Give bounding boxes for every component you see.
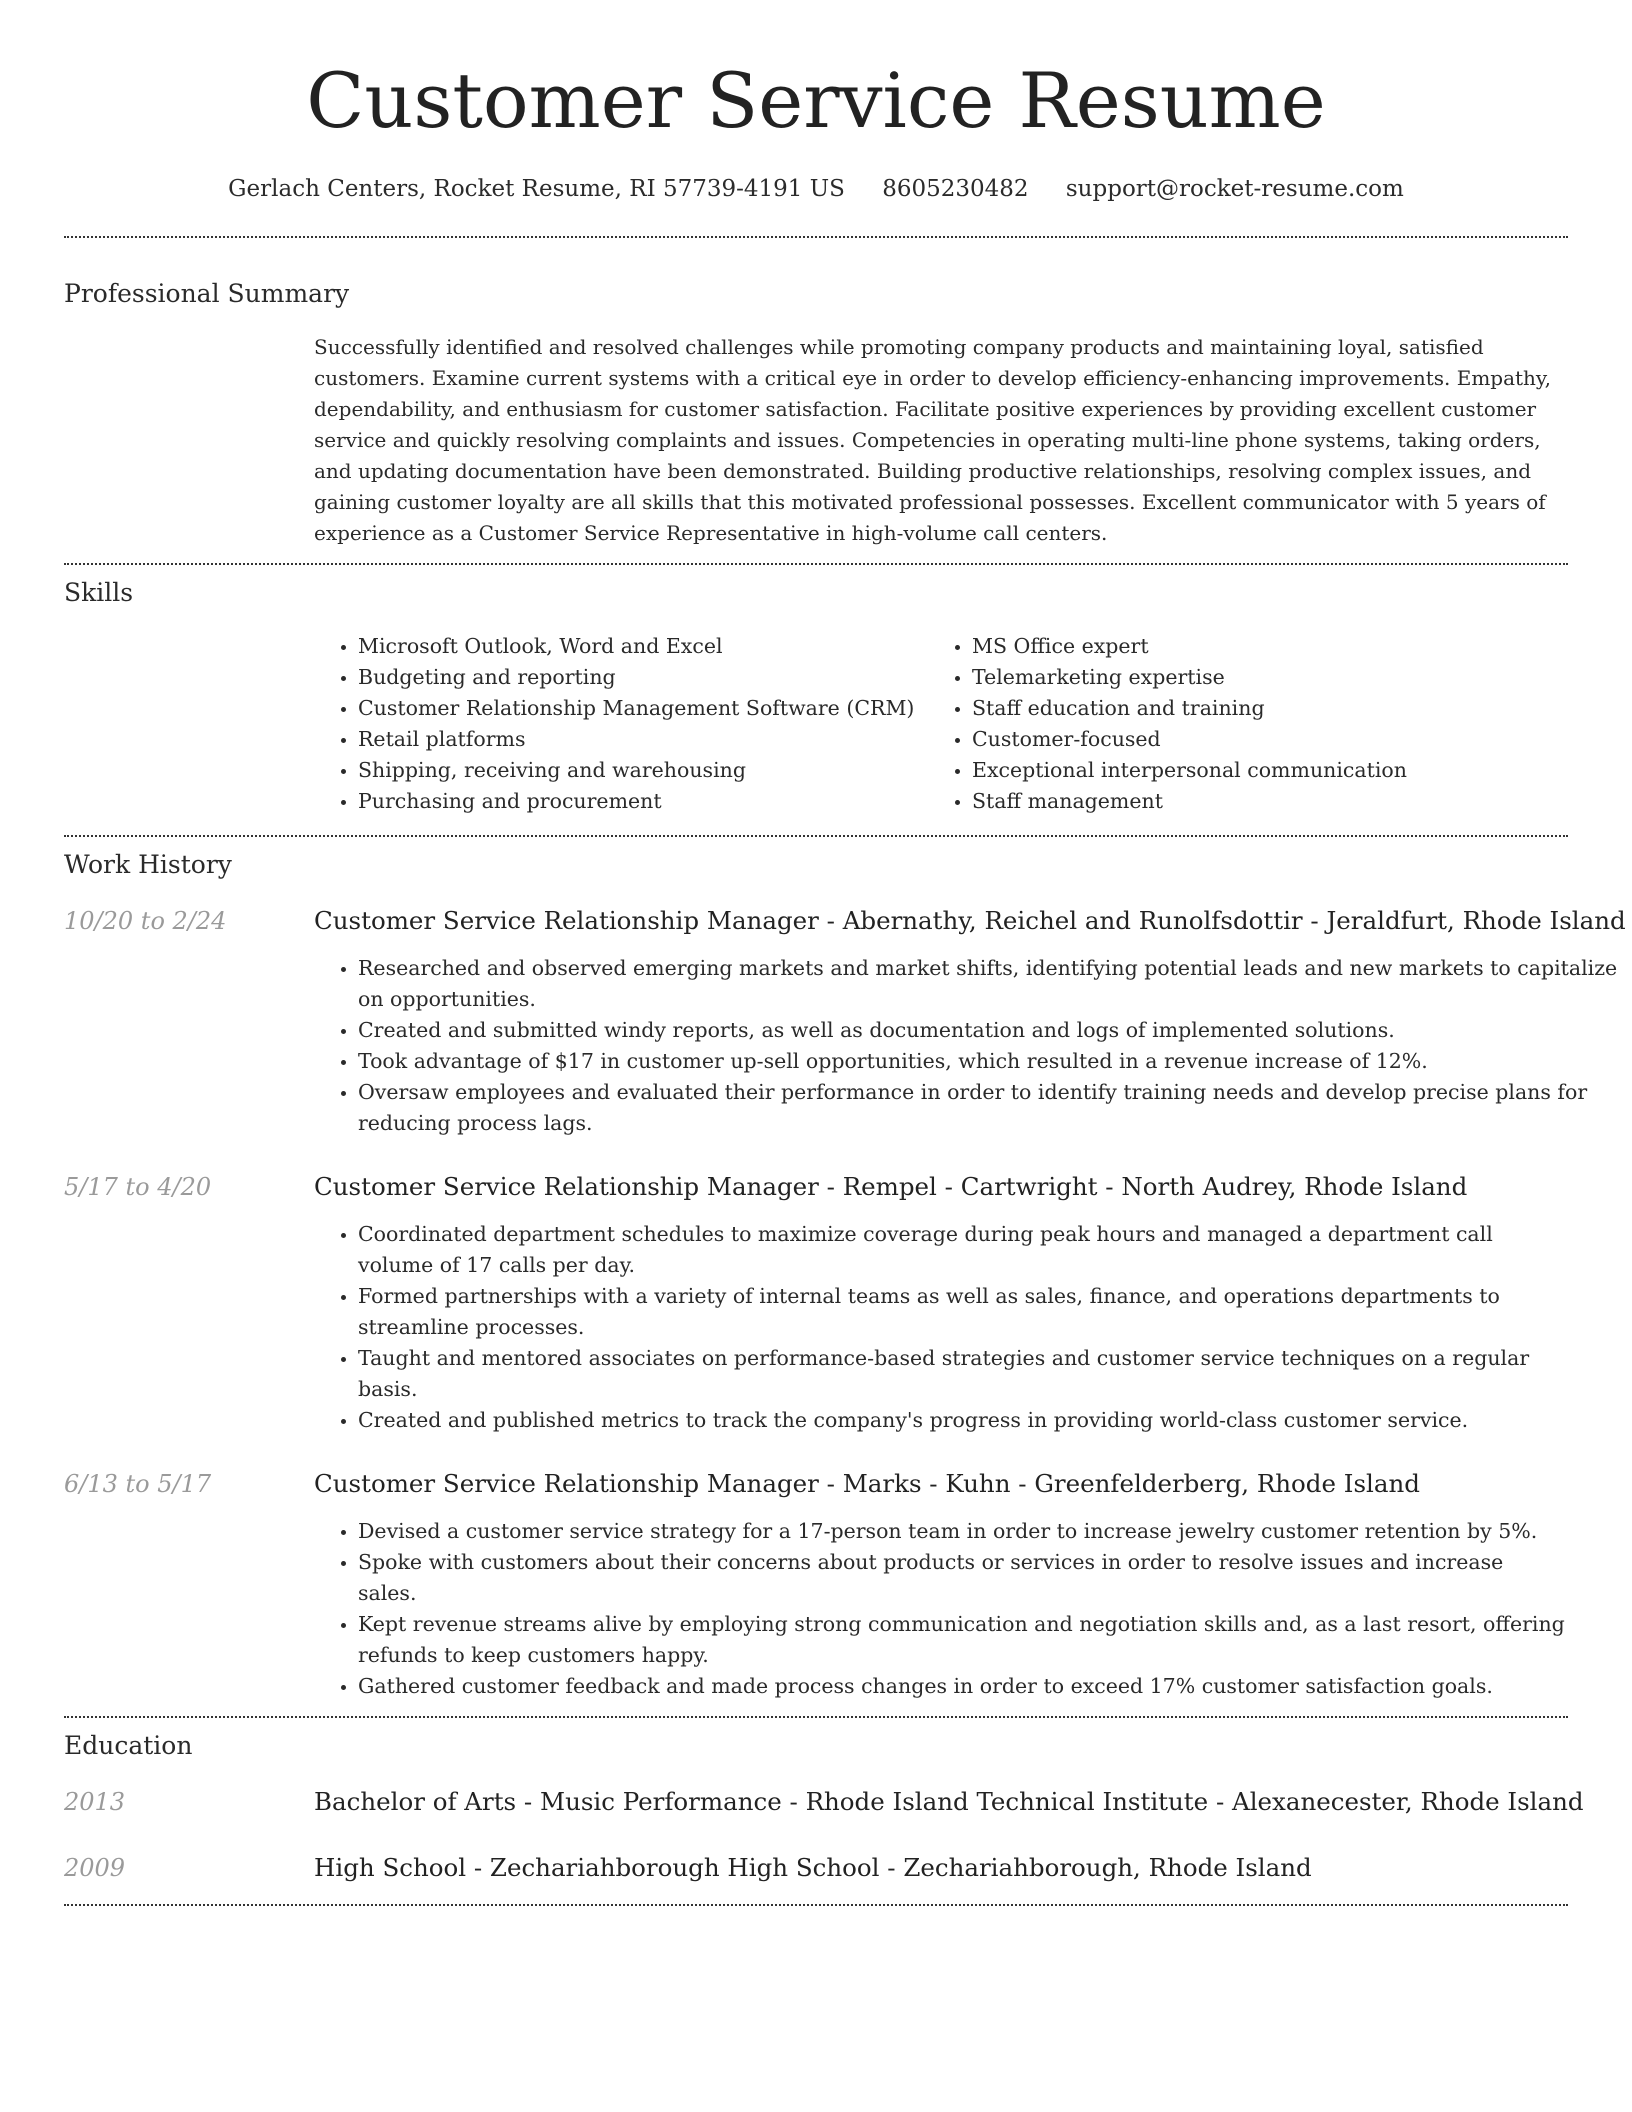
skill-item: • MS Office expert: [972, 631, 1532, 662]
job-entry: [64, 1468, 1568, 1702]
job-dates: 5/17 to 4/20: [64, 1173, 212, 1201]
education-year: 2009: [64, 1854, 126, 1882]
job-title: Customer Service Relationship Manager - Abernathy, Reichel and Runolfsdottir - Jeraldfurt, Rhode Island: [314, 906, 1626, 935]
job-bullet: • Spoke with customers about their concerns about products or services in order to resolve issues and increase sales.: [358, 1547, 1568, 1609]
job-bullet: • Kept revenue streams alive by employing strong communication and negotiation skills and, as a last resort, offering refunds to keep customers happy.: [358, 1609, 1568, 1671]
skill-item: • Telemarketing expertise: [972, 662, 1532, 693]
skill-item: • Staff education and training: [972, 693, 1532, 724]
skill-item: • Budgeting and reporting: [358, 662, 928, 693]
education-title-text: Bachelor of Arts - Music Performance - Rhode Island Technical Institute - Alexanecester, Rhode Island: [314, 1787, 1584, 1816]
job-dates: 6/13 to 5/17: [64, 1470, 212, 1498]
job-title: Customer Service Relationship Manager - Rempel - Cartwright - North Audrey, Rhode Island: [314, 1172, 1468, 1201]
job-dates: 10/20 to 2/24: [64, 907, 227, 935]
divider: [64, 563, 1568, 565]
education-title: Education: [64, 1731, 193, 1760]
skill-item: • Purchasing and procurement: [358, 786, 928, 817]
resume-name: Customer Service Resume: [306, 56, 1326, 145]
contact-line: [64, 174, 1568, 204]
skill-item: • Exceptional interpersonal communication: [972, 755, 1532, 786]
resume-header: [64, 0, 1568, 204]
job-bullet: • Created and submitted windy reports, as well as documentation and logs of implemented solutions.: [358, 1015, 1626, 1046]
job-bullet: • Devised a customer service strategy for a 17-person team in order to increase jewelry customer retention by 5%.: [358, 1516, 1568, 1547]
divider: [64, 236, 1568, 238]
job-bullet: • Oversaw employees and evaluated their performance in order to identify training needs and develop precise plans for reducing process lags.: [358, 1077, 1626, 1139]
education-entry: [64, 1786, 1584, 1818]
summary-title: Professional Summary: [64, 279, 350, 308]
divider: [64, 1716, 1568, 1718]
divider: [64, 1904, 1568, 1906]
skill-item: • Retail platforms: [358, 724, 928, 755]
skill-item: • Microsoft Outlook, Word and Excel: [358, 631, 928, 662]
job-bullet: • Took advantage of $17 in customer up-sell opportunities, which resulted in a revenue increase of 12%.: [358, 1046, 1626, 1077]
skill-item: • Staff management: [972, 786, 1532, 817]
education-year: 2013: [64, 1788, 126, 1816]
job-bullet: • Created and published metrics to track the company's progress in providing world-class customer service.: [358, 1405, 1568, 1436]
skills-list-right: [928, 631, 1532, 817]
education-section: [64, 1730, 1584, 1884]
education-title-text: High School - Zechariahborough High School - Zechariahborough, Rhode Island: [314, 1853, 1312, 1882]
skill-item: • Shipping, receiving and warehousing: [358, 755, 928, 786]
skills-title: Skills: [64, 578, 134, 607]
skill-item: • Customer-focused: [972, 724, 1532, 755]
education-entry: [64, 1852, 1568, 1884]
job-bullet: • Gathered customer feedback and made process changes in order to exceed 17% customer satisfaction goals.: [358, 1671, 1568, 1702]
job-bullet: • Taught and mentored associates on performance-based strategies and customer service techniques on a regular basis.: [358, 1343, 1568, 1405]
skills-section: [64, 577, 1568, 817]
work-title: Work History: [64, 850, 232, 879]
job-bullet: • Formed partnerships with a variety of internal teams as well as sales, finance, and operations departments to streamline processes.: [358, 1281, 1568, 1343]
summary-section: [64, 278, 1568, 549]
summary-text: Successfully identified and resolved challenges while promoting company products and maintaining loyal, satisfied customers. Examine current systems with a critical eye in order to develop efficiency-enhancing improvements. Empathy, dependability, and enthusiasm for customer satisfaction. Facilitate positive experiences by providing excellent customer service and quickly resolving complaints and issues. Competencies in operating multi-line phone systems, taking orders, and updating documentation have been demonstrated. Building productive relationships, resolving complex issues, and gaining customer loyalty are all skills that this motivated professional possesses. Excellent communicator with 5 years of experience as a Customer Service Representative in high-volume call centers.: [314, 335, 1551, 545]
skills-list-left: [314, 631, 928, 817]
contact-address: Gerlach Centers, Rocket Resume, RI 57739-4191 US: [228, 176, 845, 202]
contact-email: support@rocket-resume.com: [1065, 176, 1404, 202]
job-bullet: • Researched and observed emerging markets and market shifts, identifying potential leads and new markets to capitalize on opportunities.: [358, 953, 1626, 1015]
job-bullets: [314, 953, 1626, 1139]
job-entry: [64, 1171, 1568, 1436]
job-title: Customer Service Relationship Manager - Marks - Kuhn - Greenfelderberg, Rhode Island: [314, 1469, 1420, 1498]
divider: [64, 835, 1568, 837]
contact-phone: 8605230482: [882, 176, 1029, 202]
job-bullet: • Coordinated department schedules to maximize coverage during peak hours and managed a department call volume of 17 calls per day.: [358, 1219, 1568, 1281]
skill-item: • Customer Relationship Management Software (CRM): [358, 693, 928, 724]
job-entry: [64, 905, 1626, 1139]
work-section: [64, 849, 1626, 1702]
job-bullets: [314, 1219, 1568, 1436]
job-bullets: [314, 1516, 1568, 1702]
